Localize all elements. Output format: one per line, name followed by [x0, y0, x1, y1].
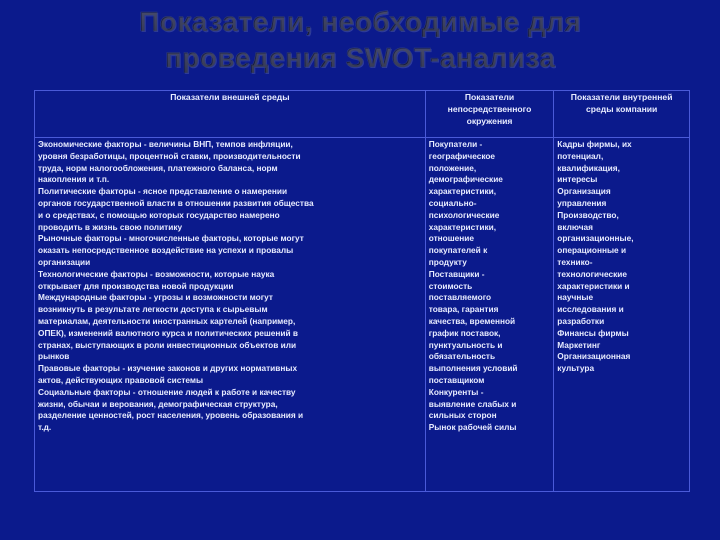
cell-line: Конкуренты - [428, 386, 484, 397]
cell-line: Кадры фирмы, их [557, 139, 632, 149]
cell-line: Маркетинг [557, 339, 601, 350]
cell-line: включая [557, 221, 593, 232]
swot-indicators-table [34, 90, 690, 492]
cell-line: характеристики и [557, 280, 630, 291]
cell-line: квалификация, [557, 162, 620, 173]
cell-line: накопления и т.п. [38, 174, 110, 185]
cell-line: операционные и [557, 245, 627, 256]
cell-line: странах, выступающих в роли инвестиционных объектов или [38, 339, 297, 350]
cell-line: Международные факторы - угрозы и возможности могут [38, 292, 273, 303]
cell-line: обязательность [428, 351, 496, 362]
cell-line: Правовые факторы - изучение законов и других нормативных [38, 363, 298, 374]
cell-line: Покупатели - [428, 139, 483, 149]
table-row [35, 138, 690, 492]
cell-line: научные [557, 292, 594, 303]
cell-line: открывает для производства новой продукции [38, 280, 234, 291]
cell-line: поставщиком [428, 374, 485, 385]
cell-line: актов, действующих правовой системы [38, 374, 204, 385]
cell-line: оказать непосредственное воздействие на успехи и провалы [38, 245, 294, 256]
cell-line: уровня безработицы, процентной ставки, производительности [38, 150, 301, 161]
cell-line: организации [38, 256, 91, 267]
slide-title [0, 4, 720, 76]
cell-line: график поставок, [428, 327, 501, 338]
cell-line: поставляемого [428, 292, 492, 303]
cell-line: потенциал, [557, 150, 604, 161]
internal-factors-cell [554, 138, 690, 492]
cell-line: отношение [428, 233, 475, 244]
cell-line: Поставщики - [428, 268, 485, 279]
cell-line: разработки [557, 315, 605, 326]
cell-line: Рыночные факторы - многочисленные факторы, которые могут [38, 233, 304, 244]
cell-line: Организация [557, 186, 611, 197]
cell-line: культура [557, 363, 595, 374]
cell-line: управления [557, 197, 607, 208]
cell-line: пунктуальность и [428, 339, 503, 350]
cell-line: жизни, обычаи и верования, демографическая структура, [38, 398, 278, 409]
title-line-2: проведения SWOT-анализа [164, 42, 556, 73]
cell-line: Социальные факторы - отношение людей к работе и качеству [38, 386, 296, 397]
cell-line: сильных сторон [428, 410, 497, 421]
cell-line: интересы [557, 174, 598, 185]
cell-line: ОПЕК), изменений валютного курса и политических решений в [38, 327, 299, 338]
cell-line: географическое [428, 150, 496, 161]
cell-line: Организационная [557, 351, 631, 362]
cell-line: социально- [428, 197, 477, 208]
cell-line: органов государственной власти в отношении развития общества [38, 197, 314, 208]
cell-line: Рынок рабочей силы [428, 422, 517, 433]
cell-line: психологические [428, 209, 500, 220]
title-line-1: Показатели, необходимые для [138, 6, 582, 37]
cell-line: качества, временной [428, 315, 516, 326]
cell-line: стоимость [428, 280, 473, 291]
cell-line: Технологические факторы - возможности, которые наука [38, 268, 275, 279]
cell-line: товара, гарантия [428, 304, 499, 315]
cell-line: труда, норм налогообложения, платежного баланса, норм [38, 162, 278, 173]
table-header-row [35, 91, 690, 138]
cell-line: материалам, деятельности иностранных картелей (например, [38, 315, 296, 326]
cell-line: Экономические факторы - величины ВНП, темпов инфляции, [38, 139, 293, 149]
cell-line: характеристики, [428, 186, 496, 197]
cell-line: возникнуть в результате легкости доступа к сырьевым [38, 304, 268, 315]
cell-line: выполнения условий [428, 363, 518, 374]
cell-line: технологические [557, 268, 627, 279]
header-internal-environment: Показатели внутренней среды компании [554, 91, 690, 138]
immediate-environment-cell [425, 138, 554, 492]
header-external-environment: Показатели внешней среды [35, 91, 426, 138]
cell-line: покупателей к [428, 245, 488, 256]
cell-line: и о средствах, с помощью которых государство намерено [38, 209, 280, 220]
cell-line: Финансы фирмы [557, 327, 629, 338]
cell-line: рынков [38, 351, 70, 362]
cell-line: исследования и [557, 304, 624, 315]
cell-line: т.д. [38, 422, 52, 433]
external-factors-cell [35, 138, 426, 492]
cell-line: Производство, [557, 209, 619, 220]
cell-line: положение, [428, 162, 477, 173]
header-immediate-environment: Показатели непосредственного окружения [425, 91, 554, 138]
cell-line: характеристики, [428, 221, 496, 232]
cell-line: разделение ценностей, рост населения, уровень образования и [38, 410, 304, 421]
cell-line: выявление слабых и [428, 398, 517, 409]
cell-line: продукту [428, 256, 467, 267]
cell-line: проводить в жизнь свою политику [38, 221, 183, 232]
cell-line: демографические [428, 174, 503, 185]
cell-line: Политические факторы - ясное представление о намерении [38, 186, 288, 197]
cell-line: организационные, [557, 233, 634, 244]
cell-line: технико- [557, 256, 593, 267]
